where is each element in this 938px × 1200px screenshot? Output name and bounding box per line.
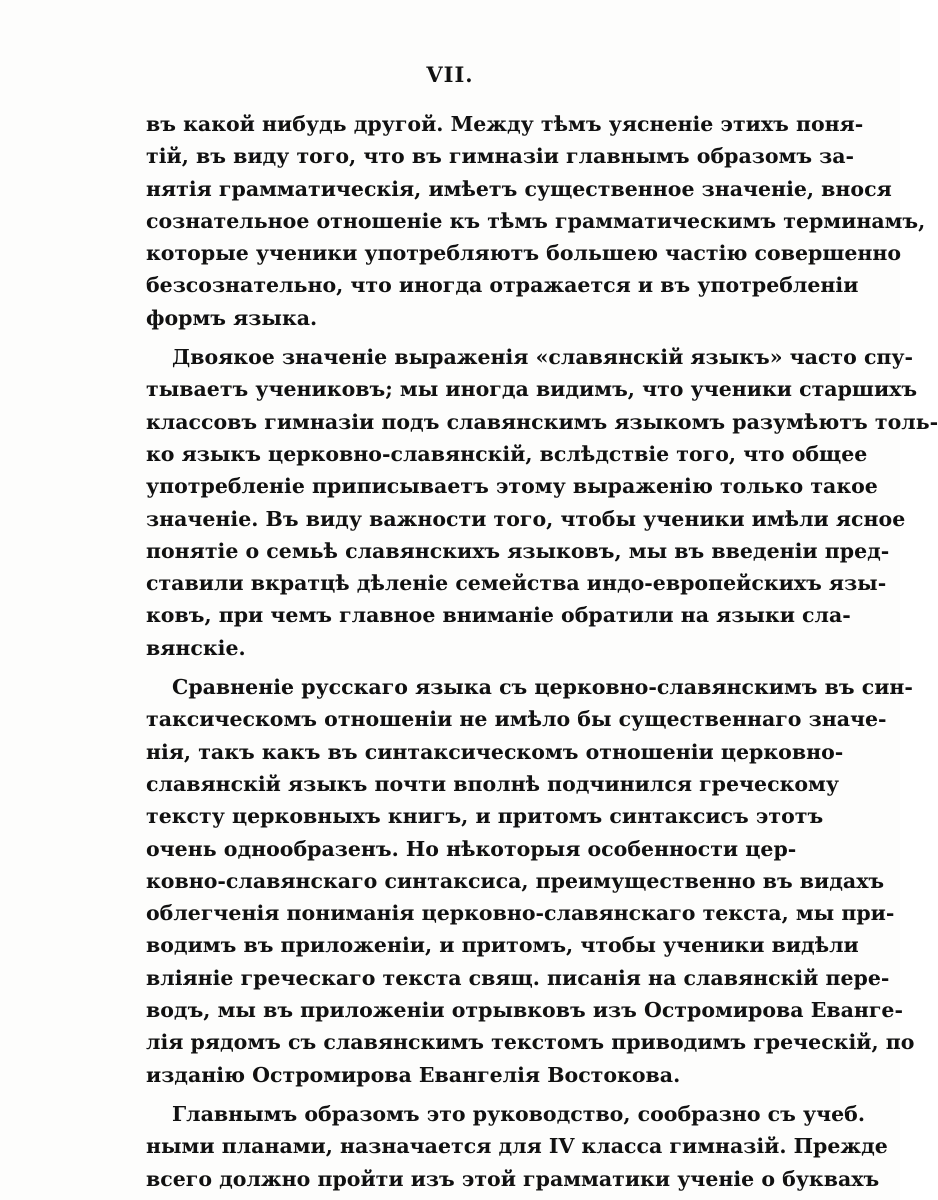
text-line: ковно-славянскаго синтаксиса, преимущественно въ видахъ bbox=[146, 868, 885, 893]
text-line: ставили вкратцѣ дѣленіе семейства индо-европейскихъ язы- bbox=[146, 571, 887, 596]
text-line: всего должно пройти изъ этой грамматики ученіе о буквахъ bbox=[146, 1166, 880, 1191]
paragraph bbox=[146, 671, 915, 1091]
text-line: понятіе о семьѣ славянскихъ языковъ, мы въ введеніи пред- bbox=[146, 538, 890, 563]
text-line: классовъ гимназіи подъ славянскимъ языкомъ разумѣютъ толь- bbox=[146, 409, 938, 434]
paragraph bbox=[146, 108, 926, 334]
paragraph bbox=[146, 341, 938, 664]
text-line: водимъ въ приложеніи, и притомъ, чтобы ученики видѣли bbox=[146, 933, 859, 958]
page-number: VII. bbox=[426, 62, 474, 87]
text-line: изданію Остромирова Евангелія Востокова. bbox=[146, 1062, 681, 1087]
text-line: нятія грамматическія, имѣетъ существенное значеніе, внося bbox=[146, 176, 892, 201]
text-line: лія рядомъ съ славянскимъ текстомъ приводимъ греческій, по bbox=[146, 1030, 915, 1055]
text-line: безсознательно, что иногда отражается и въ употребленіи bbox=[146, 273, 859, 298]
text-line: тій, въ виду того, что въ гимназіи главнымъ образомъ за- bbox=[146, 144, 855, 169]
text-line: въ какой нибудь другой. Между тѣмъ уясненіе этихъ поня- bbox=[146, 112, 864, 136]
text-line: таксическомъ отношеніи не имѣло бы существеннаго значе- bbox=[146, 707, 887, 732]
paragraph-gap bbox=[146, 334, 783, 341]
text-line: ными планами, назначается для IV класса гимназій. Прежде bbox=[146, 1134, 888, 1159]
text-line: ко языкъ церковно-славянскій, вслѣдствіе того, что общее bbox=[146, 441, 868, 466]
text-line: очень однообразенъ. Но нѣкоторыя особенности цер- bbox=[146, 836, 797, 861]
paragraph-gap bbox=[146, 664, 783, 671]
text-line: которые ученики употребляютъ большею частію совершенно bbox=[146, 241, 902, 266]
text-line: Сравненіе русскаго языка съ церковно-славянскимъ въ син- bbox=[172, 675, 913, 700]
text-line: употребленіе приписываетъ этому выраженію только такое bbox=[146, 474, 878, 499]
text-line: вянскіе. bbox=[146, 635, 246, 660]
text-line: тексту церковныхъ книгъ, и притомъ синтаксисъ этотъ bbox=[146, 804, 824, 829]
text-line: формъ языка. bbox=[146, 305, 318, 330]
text-line: сознательное отношеніе къ тѣмъ грамматическимъ терминамъ, bbox=[146, 208, 926, 233]
paragraph-gap bbox=[146, 1091, 783, 1098]
paragraph bbox=[146, 1098, 888, 1195]
text-line: вліяніе греческаго текста свящ. писанія на славянскій пере- bbox=[146, 965, 890, 990]
text-line: Двоякое значеніе выраженія «славянскій языкъ» часто спу- bbox=[172, 345, 914, 370]
text-line: Главнымъ образомъ это руководство, сообразно съ учеб. bbox=[172, 1101, 865, 1126]
text-line: славянскій языкъ почти вполнѣ подчинился греческому bbox=[146, 771, 839, 796]
text-line: нія, такъ какъ въ синтаксическомъ отношеніи церковно- bbox=[146, 739, 844, 764]
text-line: ковъ, при чемъ главное вниманіе обратили на языки сла- bbox=[146, 603, 851, 628]
body-text bbox=[146, 108, 938, 1195]
text-line: водъ, мы въ приложеніи отрывковъ изъ Остромирова Еванге- bbox=[146, 998, 903, 1023]
text-line: облегченія пониманія церковно-славянскаго текста, мы при- bbox=[146, 901, 895, 926]
text-line: тываетъ учениковъ; мы иногда видимъ, что ученики старшихъ bbox=[146, 377, 918, 402]
text-line: значеніе. Въ виду важности того, чтобы ученики имѣли ясное bbox=[146, 506, 906, 531]
